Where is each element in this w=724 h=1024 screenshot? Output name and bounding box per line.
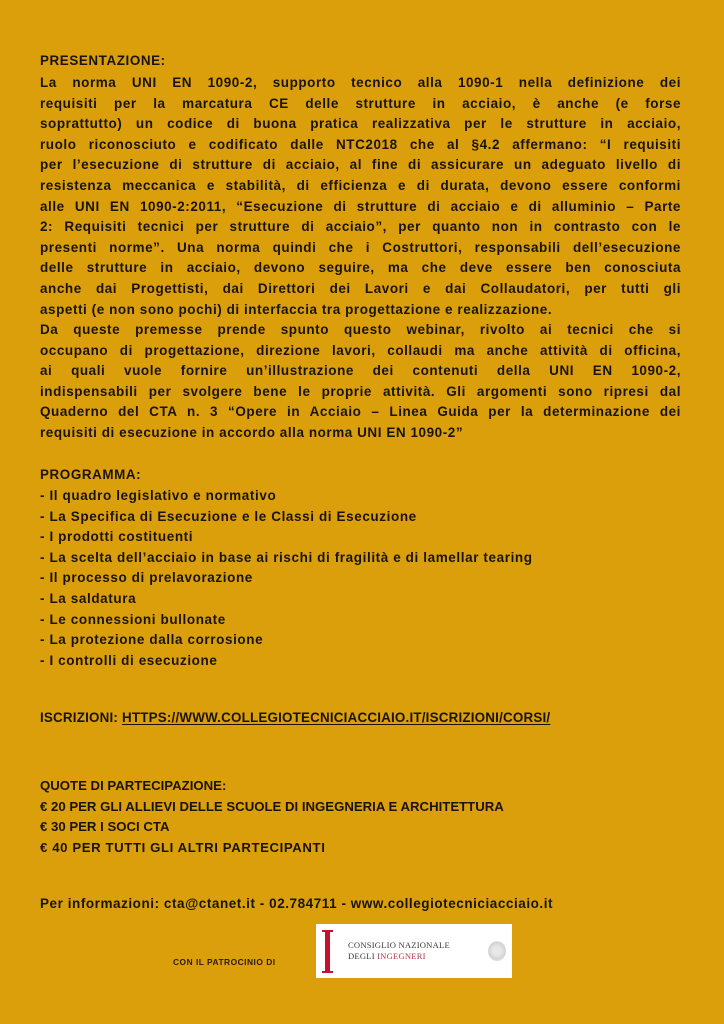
text-line: anche dai Progettisti, dai Direttori dei Lavori e dai Collaudatori, per tutti gli — [40, 280, 681, 296]
programma-heading: PROGRAMMA: — [40, 467, 142, 482]
cni-i-mark-serif-top — [322, 930, 333, 932]
text-line: soprattutto) un codice di buona pratica realizzativa per le strutture in acciaio, — [40, 116, 681, 132]
italian-republic-emblem-icon — [488, 941, 506, 961]
text-line: delle strutture in acciaio, devono seguire, ma che deve essere ben conosciuta — [40, 260, 681, 276]
programma-item: - La scelta dell’acciaio in base ai rischi di fragilità e di lamellar tearing — [40, 549, 533, 565]
presentazione-paragraph-1 — [40, 73, 681, 320]
text-line: Da queste premesse prende spunto questo webinar, rivolto ai tecnici che si — [40, 322, 681, 337]
presentazione-heading: PRESENTAZIONE: — [40, 53, 166, 68]
text-line: per l’esecuzione di strutture di acciaio, al fine di assicurare un adeguato livello di — [40, 157, 681, 173]
programma-item: - Le connessioni bullonate — [40, 611, 226, 627]
cni-logo-line2 — [348, 951, 450, 962]
text-line: ruolo riconosciuto e codificato dalle NTC2018 che al §4.2 affermano: “I requisiti — [40, 136, 681, 152]
cni-i-mark-icon — [325, 930, 330, 973]
contact-info: Per informazioni: cta@ctanet.it - 02.784711 - www.collegiotecniciacciaio.it — [40, 896, 554, 911]
programma-item: - La Specifica di Esecuzione e le Classi di Esecuzione — [40, 508, 417, 524]
text-line: La norma UNI EN 1090-2, supporto tecnico alla 1090-1 nella definizione dei — [40, 75, 681, 90]
iscrizioni-link[interactable]: HTTPS://WWW.COLLEGIOTECNICIACCIAIO.IT/ISCRIZIONI/CORSI/ — [122, 710, 551, 725]
quote-section — [40, 776, 504, 858]
cni-logo-text — [348, 940, 450, 962]
programma-item: - I controlli di esecuzione — [40, 652, 218, 668]
text-line: requisiti per la marcatura CE delle strutture in acciaio, è anche (e forse — [40, 95, 681, 111]
cni-logo-line2-b: INGEGNERI — [377, 951, 426, 961]
cni-logo — [316, 924, 512, 978]
programma-item: - Il quadro legislativo e normativo — [40, 488, 277, 503]
text-line: indispensabili per svolgere bene le proprie attività. Gli argomenti sono ripresi dal — [40, 383, 681, 399]
quote-item: € 40 PER TUTTI GLI ALTRI PARTECIPANTI — [40, 839, 326, 855]
programma-item: - Il processo di prelavorazione — [40, 570, 253, 586]
programma-list — [40, 486, 533, 671]
quote-heading: QUOTE DI PARTECIPAZIONE: — [40, 778, 227, 793]
cni-logo-line2-a: DEGLI — [348, 951, 378, 961]
patrocinio-label: CON IL PATROCINIO DI — [173, 957, 276, 967]
iscrizioni-line — [40, 710, 550, 725]
programma-item: - La saldatura — [40, 590, 137, 606]
programma-item: - La protezione dalla corrosione — [40, 632, 264, 648]
text-line: Quaderno del CTA n. 3 “Opere in Acciaio – Linea Guida per la determinazione dei — [40, 404, 681, 420]
text-line: occupano di progettazione, direzione lavori, collaudi ma anche attività di officina, — [40, 342, 681, 358]
text-line: resistenza meccanica e stabilità, di efficienza e di durata, devono essere conformi — [40, 177, 681, 193]
programma-item: - I prodotti costituenti — [40, 529, 194, 545]
quote-item: € 20 PER GLI ALLIEVI DELLE SCUOLE DI INGEGNERIA E ARCHITETTURA — [40, 798, 504, 814]
text-line: aspetti (e non sono pochi) di interfaccia tra progettazione e realizzazione. — [40, 301, 553, 317]
text-line: presenti norme”. Una norma quindi che i Costruttori, responsabili dell’esecuzione — [40, 239, 681, 255]
presentazione-paragraph-2 — [40, 320, 681, 444]
quote-item: € 30 PER I SOCI CTA — [40, 819, 170, 835]
text-line: ai quali vuole fornire un’illustrazione dei contenuti della UNI EN 1090-2, — [40, 363, 681, 379]
text-line: 2: Requisiti tecnici per strutture di acciaio”, per quanto non in contrasto con le — [40, 219, 681, 235]
cni-i-mark-serif-bottom — [322, 971, 333, 973]
iscrizioni-label: ISCRIZIONI: — [40, 710, 122, 725]
cni-logo-line1: CONSIGLIO NAZIONALE — [348, 940, 450, 950]
text-line: alle UNI EN 1090-2:2011, “Esecuzione di strutture di acciaio e di alluminio – Parte — [40, 198, 681, 214]
text-line: requisiti di esecuzione in accordo alla norma UNI EN 1090-2” — [40, 424, 464, 440]
